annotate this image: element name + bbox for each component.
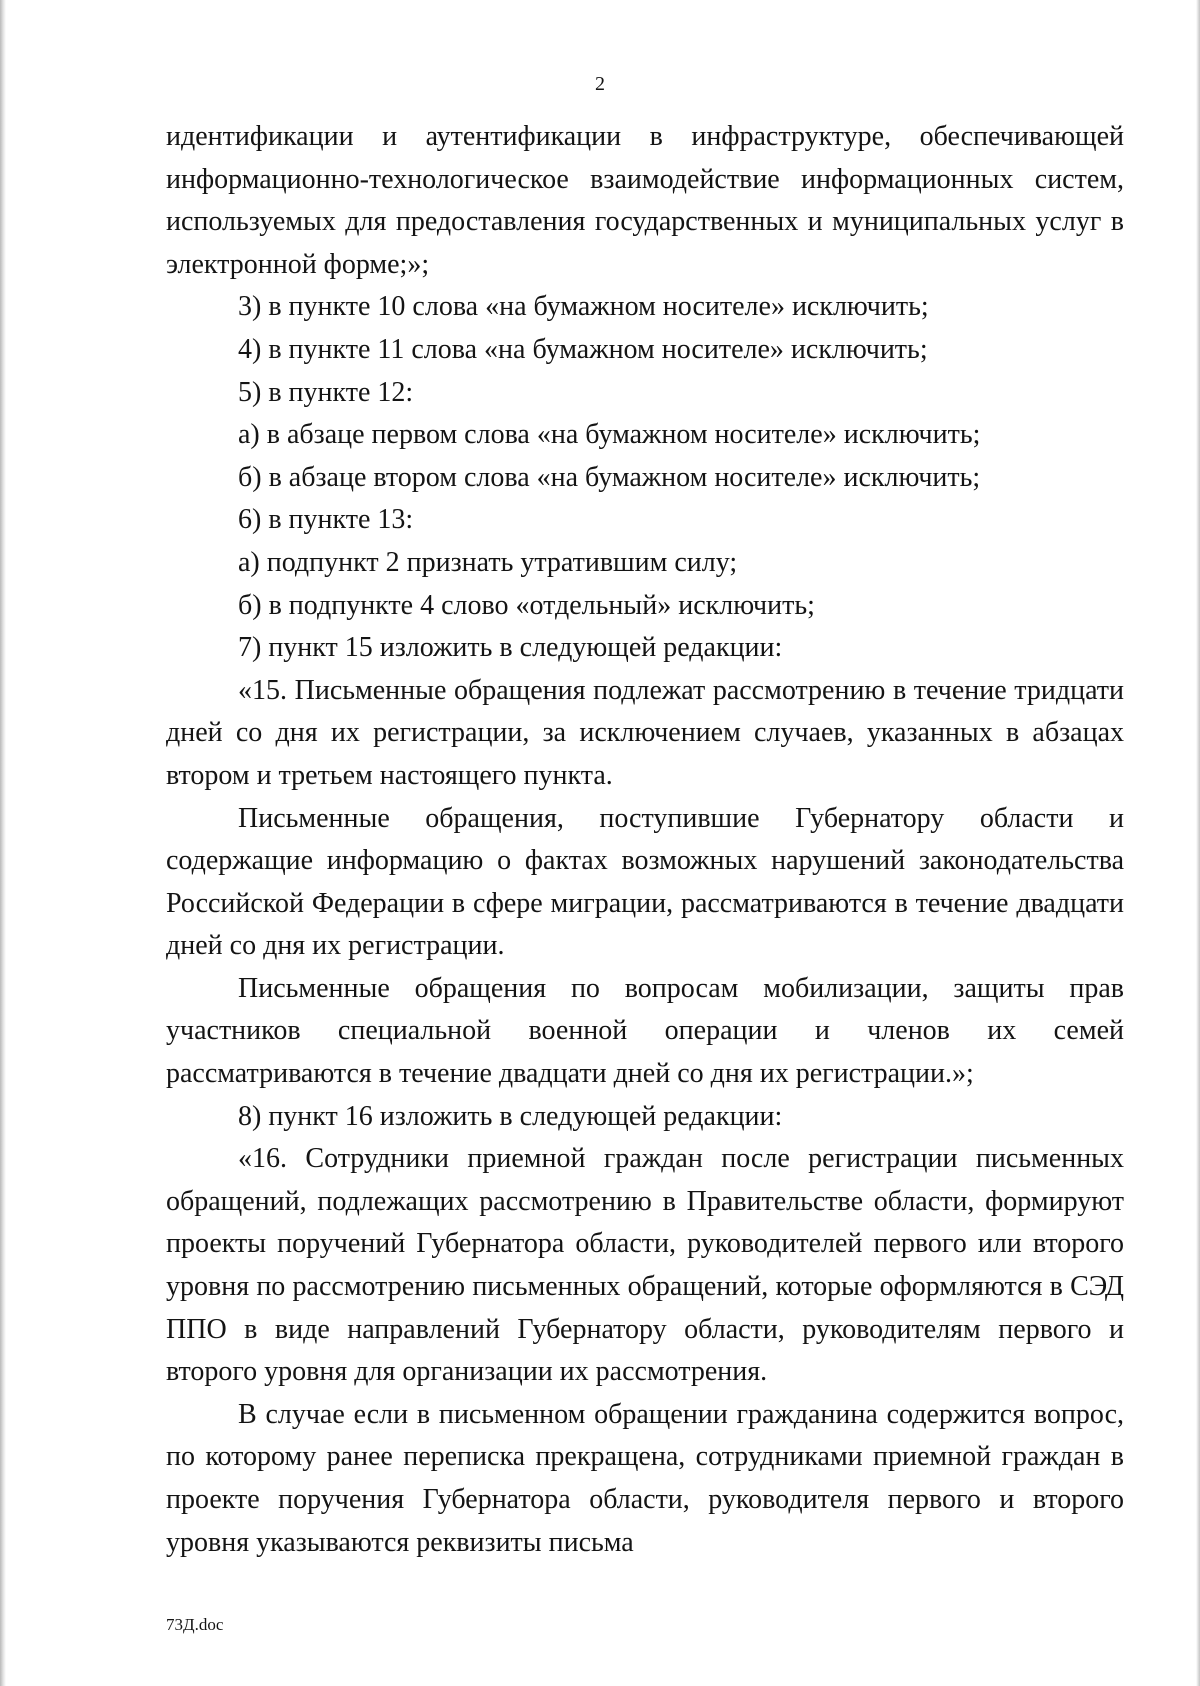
paragraph-point-15: «15. Письменные обращения подлежат рассмотрению в течение тридцати дней со дня их регистрации, за исключением случаев, указанных в абзацах втором и третьем настоящего пункта.	[166, 674, 1124, 791]
paragraph-point-16-second: В случае если в письменном обращении гражданина содержится вопрос, по которому ранее переписка прекращена, сотрудниками приемной граждан в проекте поручения Губернатора области, руководителя первого и второго уровня указываются реквизиты письма	[166, 1398, 1124, 1558]
paragraph-point-15-third: Письменные обращения по вопросам мобилизации, защиты прав участников специальной военной операции и членов их семей рассматриваются в течение двадцати дней со дня их регистрации.»;	[166, 972, 1124, 1090]
list-item-7: 7) пункт 15 изложить в следующей редакции:	[238, 632, 783, 664]
list-item-3: 3) в пункте 10 слова «на бумажном носителе» исключить;	[238, 291, 929, 323]
list-item-6: 6) в пункте 13:	[238, 504, 414, 536]
paragraph-point-15-second: Письменные обращения, поступившие Губернатору области и содержащие информацию о фактах возможных нарушений законодательства Российской Федерации в сфере миграции, рассматриваются в течение двадцати дней со дня их регистрации.	[166, 802, 1124, 962]
scan-edge-left	[0, 0, 6, 1686]
paragraph-point-16: «16. Сотрудники приемной граждан после регистрации письменных обращений, подлежащих рассмотрению в Правительстве области, формируют проекты поручений Губернатора области, руководителей первого или второго уровня по рассмотрению письменных обращений, которые оформляются в СЭД ППО в виде направлений Губернатору области, руководителям первого и второго уровня для организации их рассмотрения.	[166, 1143, 1124, 1388]
scan-edge-right	[1196, 0, 1200, 1686]
paragraph-continuation: идентификации и аутентификации в инфраструктуре, обеспечивающей информационно-технологическое взаимодействие информационных систем, используемых для предоставления государственных и муниципальных услуг в электронной форме;»;	[166, 121, 1124, 280]
list-item-5a: а) в абзаце первом слова «на бумажном носителе» исключить;	[238, 419, 981, 451]
page-number: 2	[595, 73, 605, 95]
list-item-8: 8) пункт 16 изложить в следующей редакции:	[238, 1100, 783, 1132]
list-item-5b: б) в абзаце втором слова «на бумажном носителе» исключить;	[238, 461, 981, 493]
list-item-5: 5) в пункте 12:	[238, 376, 414, 408]
document-body	[166, 116, 1124, 1564]
list-item-6a: а) подпункт 2 признать утратившим силу;	[238, 546, 738, 578]
footer-filename: 73Д.doc	[166, 1615, 224, 1634]
list-item-4: 4) в пункте 11 слова «на бумажном носителе» исключить;	[238, 333, 928, 365]
list-item-6b: б) в подпункте 4 слово «отдельный» исключить;	[238, 589, 815, 621]
